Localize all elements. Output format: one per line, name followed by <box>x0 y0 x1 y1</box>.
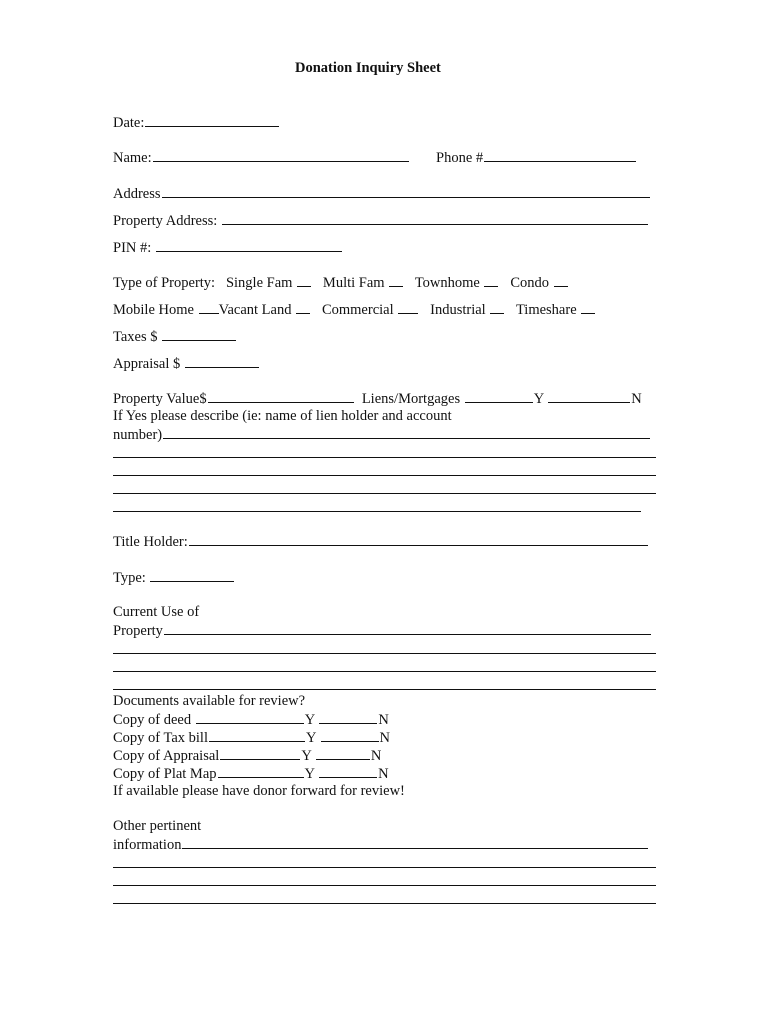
appraisal-label: Appraisal $ <box>113 356 181 372</box>
pin-field[interactable] <box>156 238 342 252</box>
title-holder-field[interactable] <box>189 532 648 546</box>
name-row <box>113 148 410 167</box>
liens-no-field[interactable] <box>548 389 630 403</box>
doc-deed-yes-field[interactable] <box>196 710 304 724</box>
phone-field[interactable] <box>484 148 636 162</box>
date-label: Date: <box>113 115 145 131</box>
doc-plat-map-no-label: N <box>378 766 389 782</box>
lien-describe-row <box>113 425 651 444</box>
pin-label: PIN #: <box>113 240 152 256</box>
vacant-land-field[interactable] <box>296 300 310 314</box>
address-label: Address <box>113 186 161 202</box>
current-use-label: Property <box>113 623 163 639</box>
doc-tax-bill-label: Copy of Tax bill <box>113 730 208 746</box>
multi-fam-label: Multi Fam <box>322 275 385 291</box>
page-title: Donation Inquiry Sheet <box>295 60 441 76</box>
current-use-line-1: Current Use of <box>113 604 200 620</box>
doc-tax-bill-no-field[interactable] <box>321 728 379 742</box>
other-info-field[interactable] <box>182 835 648 849</box>
other-info-row <box>113 835 649 854</box>
commercial-label: Commercial <box>321 302 394 318</box>
lien-describe-line[interactable] <box>113 457 656 458</box>
townhome-field[interactable] <box>484 273 498 287</box>
lien-describe-label: number) <box>113 427 163 443</box>
timeshare-field[interactable] <box>581 300 595 314</box>
name-label: Name: <box>113 150 152 166</box>
other-info-label: information <box>113 837 182 853</box>
condo-label: Condo <box>510 275 550 291</box>
appraisal-field[interactable] <box>185 354 259 368</box>
doc-deed-row <box>113 710 389 729</box>
lien-describe-line[interactable] <box>113 493 656 494</box>
townhome-label: Townhome <box>414 275 480 291</box>
property-type-row-2 <box>113 300 596 319</box>
type-label: Type: <box>113 570 146 586</box>
timeshare-label: Timeshare <box>515 302 577 318</box>
phone-label: Phone # <box>436 150 484 166</box>
doc-appraisal-no-label: N <box>370 748 382 764</box>
lien-describe-line[interactable] <box>113 475 656 476</box>
doc-appraisal-yes-label: Y <box>301 748 312 764</box>
doc-plat-map-yes-label: Y <box>304 766 315 782</box>
title-holder-label: Title Holder: <box>113 534 188 550</box>
doc-deed-no-field[interactable] <box>319 710 377 724</box>
vacant-land-label: Vacant Land <box>218 302 292 318</box>
single-fam-label: Single Fam <box>225 275 293 291</box>
documents-footer: If available please have donor forward for review! <box>113 783 405 799</box>
property-address-label: Property Address: <box>113 213 218 229</box>
other-info-line[interactable] <box>113 867 656 868</box>
lien-describe-line[interactable] <box>113 511 641 512</box>
doc-plat-map-yes-field[interactable] <box>218 764 304 778</box>
mobile-home-field[interactable] <box>199 300 219 314</box>
phone-row <box>436 148 637 167</box>
doc-plat-map-row <box>113 764 389 783</box>
doc-appraisal-label: Copy of Appraisal <box>113 748 220 764</box>
property-value-label: Property Value$ <box>113 391 207 407</box>
address-field[interactable] <box>162 184 650 198</box>
other-info-line-1: Other pertinent <box>113 818 202 834</box>
current-use-line[interactable] <box>113 671 656 672</box>
property-type-row-1 <box>113 273 569 292</box>
property-type-label: Type of Property: <box>113 275 216 291</box>
date-row <box>113 113 280 132</box>
pin-row <box>113 238 343 257</box>
taxes-label: Taxes $ <box>113 329 158 345</box>
commercial-field[interactable] <box>398 300 418 314</box>
appraisal-row <box>113 354 260 373</box>
condo-field[interactable] <box>554 273 568 287</box>
liens-no-label: N <box>631 391 642 407</box>
doc-tax-bill-no-label: N <box>379 730 391 746</box>
doc-plat-map-label: Copy of Plat Map <box>113 766 217 782</box>
other-info-line[interactable] <box>113 903 656 904</box>
doc-tax-bill-yes-field[interactable] <box>209 728 305 742</box>
current-use-line[interactable] <box>113 689 656 690</box>
date-field[interactable] <box>145 113 279 127</box>
property-value-field[interactable] <box>208 389 354 403</box>
liens-yes-label: Y <box>533 391 544 407</box>
lien-describe-field[interactable] <box>163 425 650 439</box>
documents-heading: Documents available for review? <box>113 693 306 709</box>
single-fam-field[interactable] <box>297 273 311 287</box>
liens-yes-field[interactable] <box>465 389 533 403</box>
doc-appraisal-no-field[interactable] <box>316 746 370 760</box>
taxes-field[interactable] <box>162 327 236 341</box>
other-info-line[interactable] <box>113 885 656 886</box>
multi-fam-field[interactable] <box>389 273 403 287</box>
doc-appraisal-yes-field[interactable] <box>220 746 300 760</box>
property-address-field[interactable] <box>222 211 648 225</box>
taxes-row <box>113 327 237 346</box>
property-address-row <box>113 211 649 230</box>
industrial-label: Industrial <box>430 302 486 318</box>
lien-describe-line-1: If Yes please describe (ie: name of lien holder and account <box>113 408 452 424</box>
current-use-field[interactable] <box>164 621 651 635</box>
doc-deed-label: Copy of deed <box>113 712 192 728</box>
mobile-home-label: Mobile Home <box>113 302 194 318</box>
doc-tax-bill-yes-label: Y <box>305 730 316 746</box>
title-holder-row <box>113 532 649 551</box>
address-row <box>113 184 651 203</box>
liens-label: Liens/Mortgages <box>361 391 461 407</box>
current-use-row <box>113 621 652 640</box>
doc-plat-map-no-field[interactable] <box>319 764 377 778</box>
type-row <box>113 568 235 587</box>
property-value-row <box>113 389 642 408</box>
industrial-field[interactable] <box>490 300 504 314</box>
doc-deed-yes-label: Y <box>304 712 315 728</box>
current-use-line[interactable] <box>113 653 656 654</box>
doc-deed-no-label: N <box>378 712 389 728</box>
name-field[interactable] <box>153 148 409 162</box>
type-field[interactable] <box>150 568 234 582</box>
doc-appraisal-row <box>113 746 381 765</box>
doc-tax-bill-row <box>113 728 390 747</box>
